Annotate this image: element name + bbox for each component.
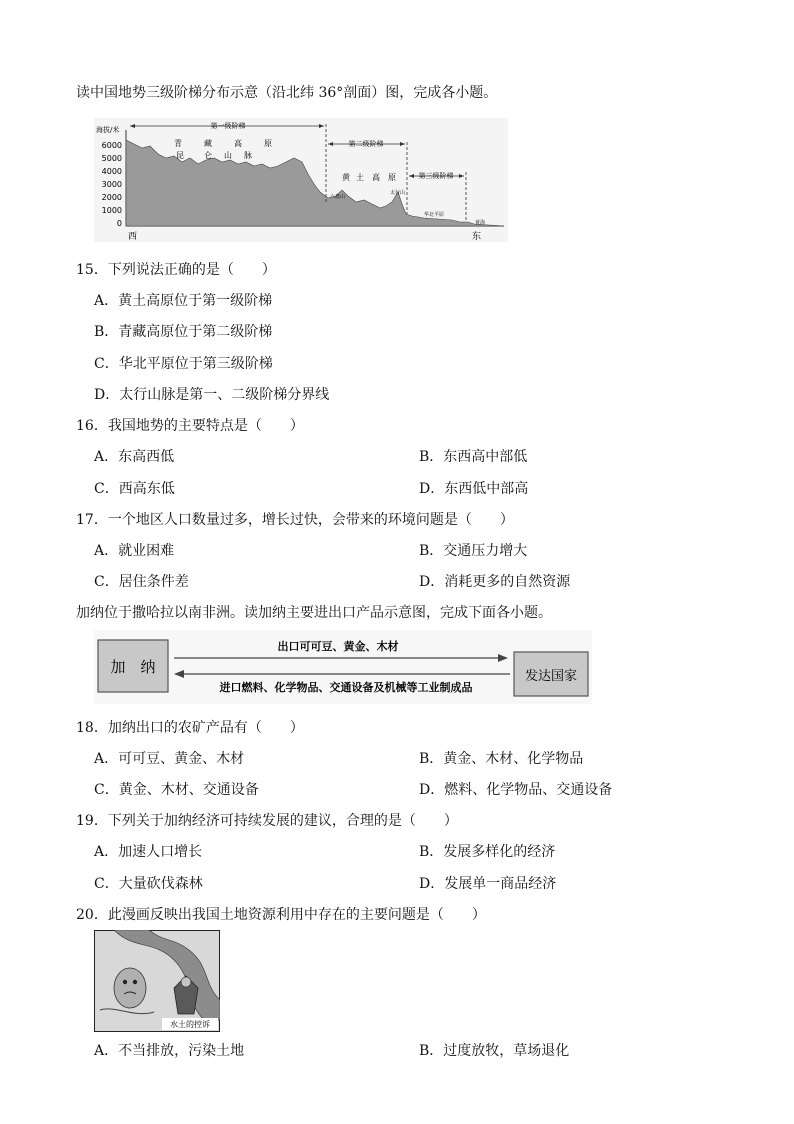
north-plain-label: 华北平原 — [424, 212, 445, 218]
svg-text:4000: 4000 — [101, 167, 122, 176]
svg-text:6000: 6000 — [101, 141, 122, 150]
q15-option-c[interactable]: C．华北平原位于第三级阶梯 — [94, 356, 273, 372]
q17-option-b[interactable]: B．交通压力增大 — [419, 543, 528, 559]
soil-erosion-cartoon — [94, 930, 220, 1032]
q18-option-d[interactable]: D．燃料、化学物品、交通设备 — [419, 782, 613, 798]
question-16-stem: 16．我国地势的主要特点是（ ） — [76, 418, 304, 434]
developed-countries-label: 发达国家 — [524, 669, 578, 684]
q15-option-d[interactable]: D．太行山脉是第一、二级阶梯分界线 — [94, 387, 330, 403]
q16-option-b[interactable]: B．东西高中部低 — [419, 449, 528, 465]
q17-option-d[interactable]: D．消耗更多的自然资源 — [419, 574, 571, 590]
q17-option-a[interactable]: A．就业困难 — [94, 543, 175, 559]
q19-option-d[interactable]: D．发展单一商品经济 — [419, 876, 557, 892]
svg-text:高: 高 — [234, 139, 242, 148]
svg-text:3000: 3000 — [101, 180, 122, 189]
q18-option-a[interactable]: A．可可豆、黄金、木材 — [94, 751, 245, 767]
ghana-trade-diagram — [94, 630, 592, 704]
svg-text:昆: 昆 — [176, 151, 184, 160]
sea-label: 黄海 — [475, 220, 486, 226]
y-axis-title: 海拔/米 — [96, 126, 120, 134]
svg-text:0: 0 — [116, 219, 122, 228]
svg-text:1000: 1000 — [101, 206, 122, 215]
step1-label: 第一级阶梯 — [210, 122, 246, 130]
west-label: 西 — [128, 232, 138, 242]
step2-label: 第二级阶梯 — [348, 140, 384, 148]
q15-option-a[interactable]: A．黄土高原位于第一级阶梯 — [94, 293, 273, 309]
q20-option-b[interactable]: B．过度放牧，草场退化 — [419, 1043, 570, 1059]
q16-option-c[interactable]: C．西高东低 — [94, 481, 175, 497]
q20-option-a[interactable]: A．不当排放，污染土地 — [94, 1043, 245, 1059]
question-18-stem: 18．加纳出口的农矿产品有（ ） — [76, 720, 304, 736]
step3-label: 第三级阶梯 — [418, 172, 454, 180]
svg-text:山: 山 — [224, 151, 232, 160]
liupan-label: 六盘山 — [330, 194, 346, 200]
svg-text:高: 高 — [372, 173, 380, 182]
q19-option-b[interactable]: B．发展多样化的经济 — [419, 844, 556, 860]
taihang-label: 太行山 — [390, 190, 406, 196]
svg-text:青: 青 — [174, 139, 182, 148]
svg-text:藏: 藏 — [204, 139, 212, 148]
svg-text:原: 原 — [264, 139, 272, 148]
q18-option-c[interactable]: C．黄金、木材、交通设备 — [94, 782, 259, 798]
svg-text:原: 原 — [388, 173, 396, 182]
q17-option-c[interactable]: C．居住条件差 — [94, 574, 189, 590]
east-label: 东 — [472, 232, 482, 242]
q18-option-b[interactable]: B．黄金、木材、化学物品 — [419, 751, 584, 767]
q16-option-a[interactable]: A．东高西低 — [94, 449, 175, 465]
svg-text:黄: 黄 — [342, 173, 350, 182]
y-ticks — [102, 141, 122, 228]
question-15-stem: 15．下列说法正确的是（ ） — [76, 262, 276, 278]
q15-option-b[interactable]: B．青藏高原位于第二级阶梯 — [94, 324, 273, 340]
question-20-stem: 20．此漫画反映出我国土地资源利用中存在的主要问题是（ ） — [76, 907, 486, 923]
terrain-profile-figure — [94, 118, 508, 242]
svg-text:脉: 脉 — [244, 151, 252, 160]
ghana-label: 加 纳 — [110, 658, 156, 676]
export-label: 出口可可豆、黄金、木材 — [277, 640, 399, 653]
intro-text-2: 加纳位于撒哈拉以南非洲。读加纳主要进出口产品示意图，完成下面各小题。 — [76, 605, 552, 621]
question-19-stem: 19．下列关于加纳经济可持续发展的建议，合理的是（ ） — [76, 813, 458, 829]
intro-text-1: 读中国地势三级阶梯分布示意（沿北纬 36°剖面）图，完成各小题。 — [76, 85, 498, 101]
svg-text:2000: 2000 — [101, 193, 122, 202]
cartoon-caption: 水土的控诉 — [170, 1020, 210, 1029]
q19-option-a[interactable]: A．加速人口增长 — [94, 844, 203, 860]
svg-text:5000: 5000 — [101, 154, 122, 163]
import-label: 进口燃料、化学物品、交通设备及机械等工业制成品 — [219, 681, 473, 694]
svg-text:土: 土 — [356, 173, 364, 182]
q19-option-c[interactable]: C．大量砍伐森林 — [94, 876, 203, 892]
svg-text:仑: 仑 — [204, 151, 212, 160]
question-17-stem: 17．一个地区人口数量过多，增长过快，会带来的环境问题是（ ） — [76, 512, 514, 528]
q16-option-d[interactable]: D．东西低中部高 — [419, 481, 529, 497]
